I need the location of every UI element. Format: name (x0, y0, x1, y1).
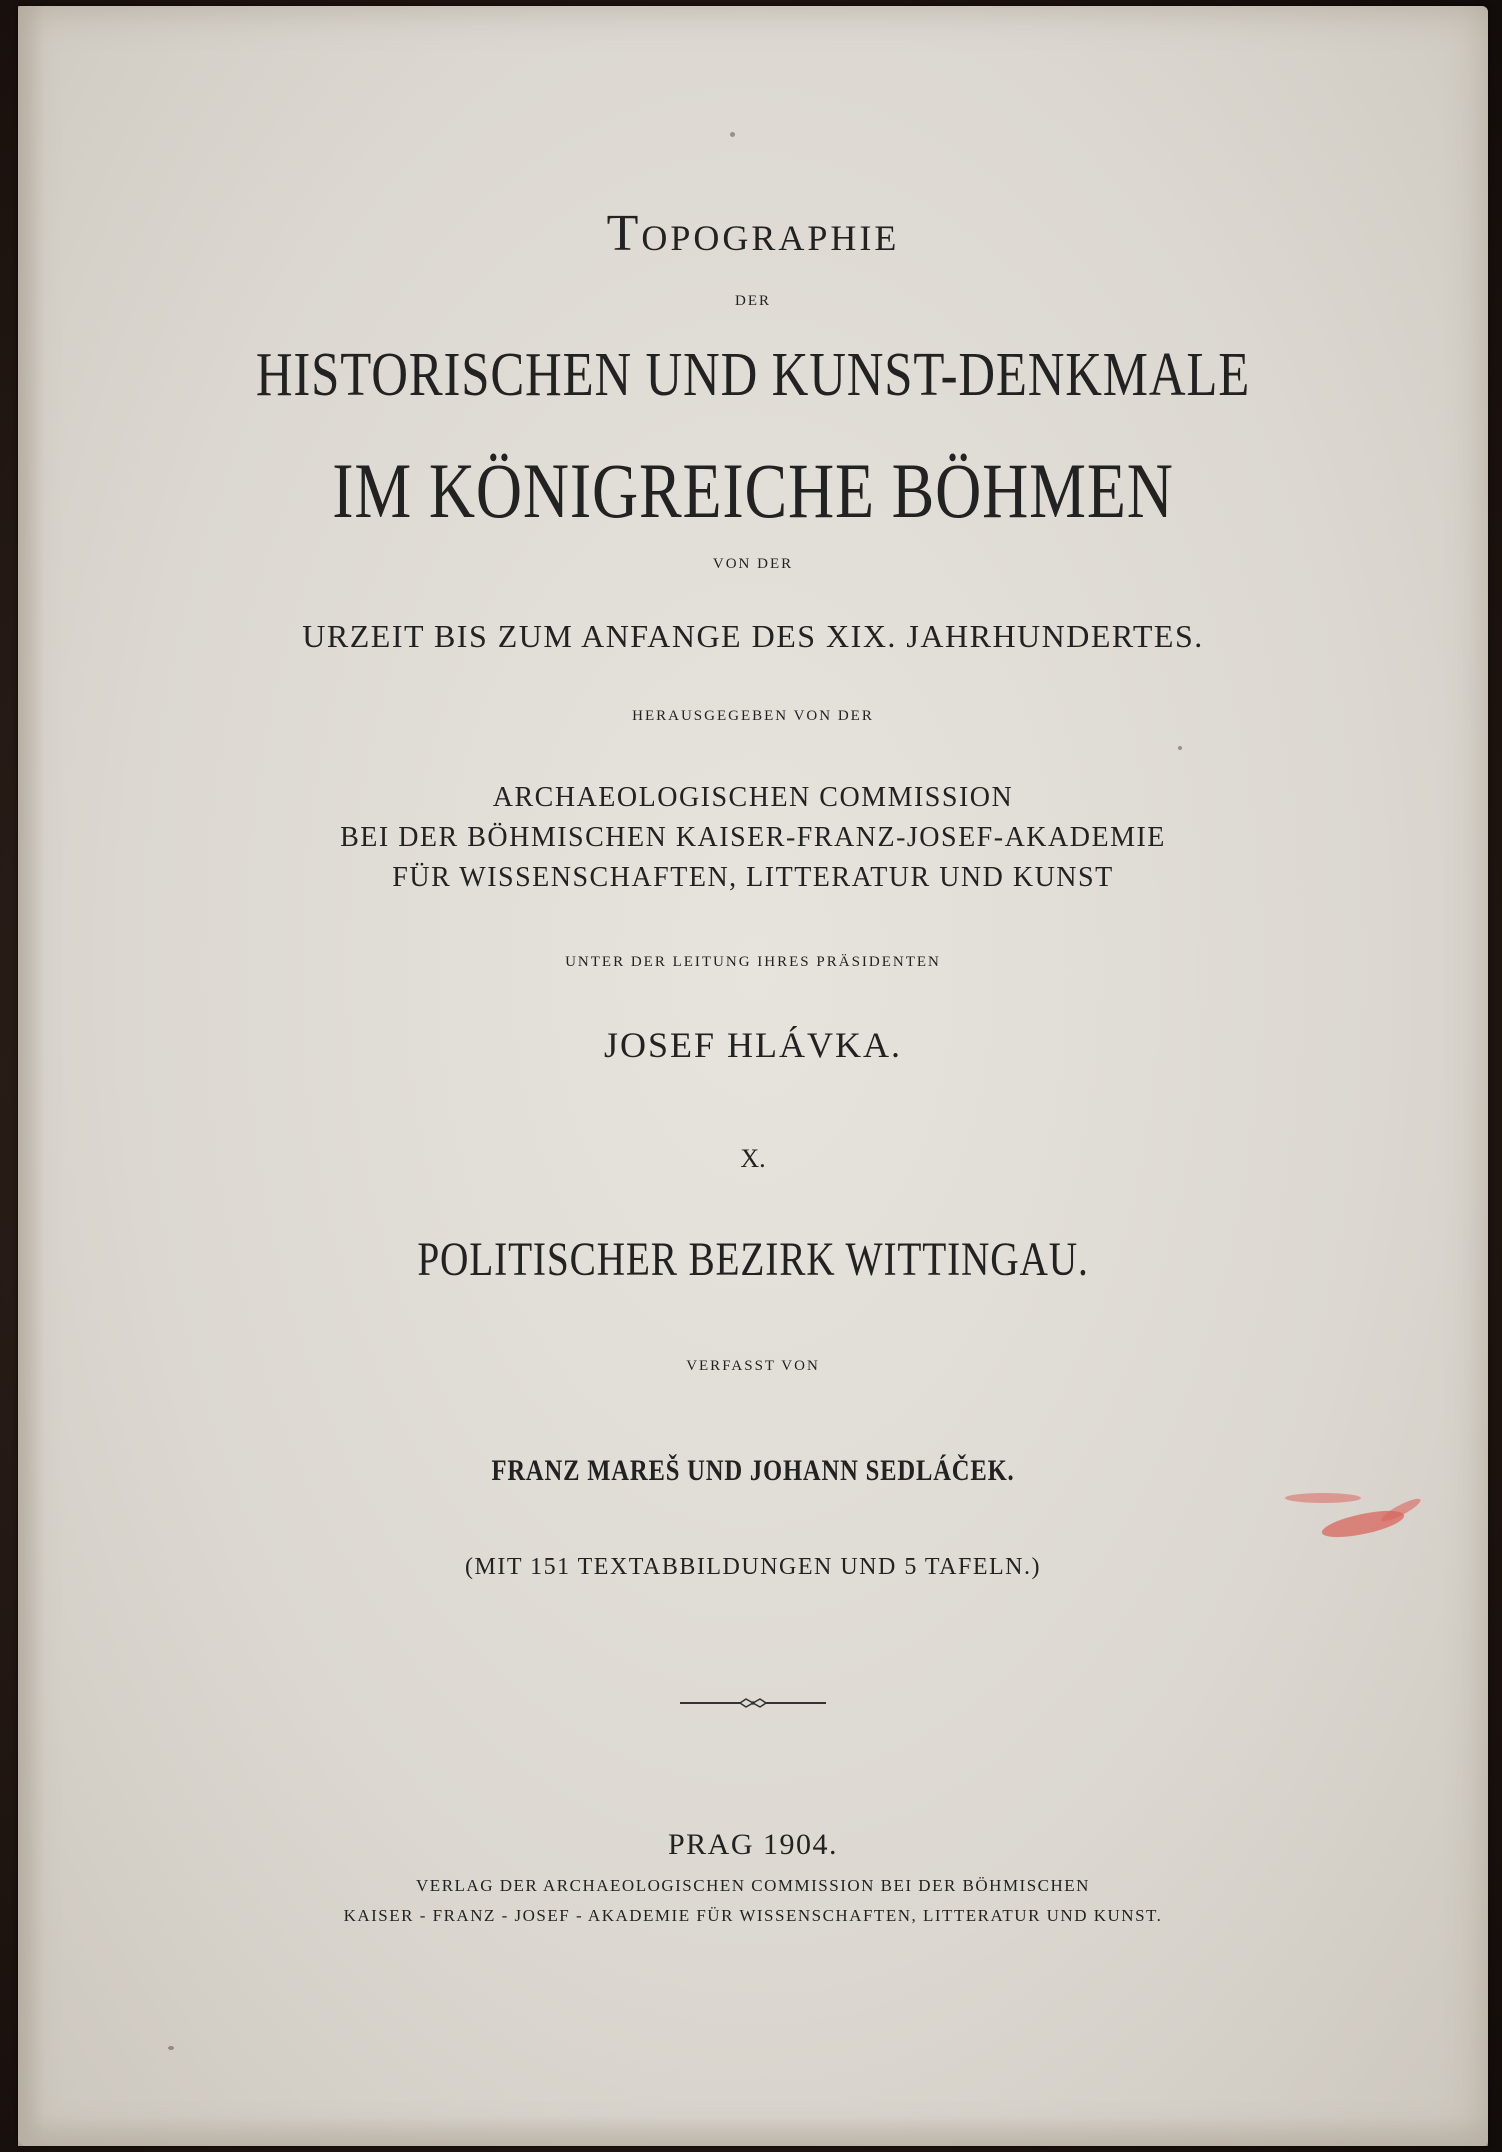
series-title: Topographie (606, 205, 900, 262)
editor-line: BEI DER BÖHMISCHEN KAISER-FRANZ-JOSEF-AKADEMIE (340, 822, 1166, 853)
publisher-line: KAISER - FRANZ - JOSEF - AKADEMIE FÜR WISSENSCHAFTEN, LITTERATUR UND KUNST. (343, 1906, 1163, 1925)
authors-intro: VERFASST VON (686, 1358, 820, 1374)
imprint-place-year: PRAG 1904. (667, 1828, 839, 1861)
president-name: JOSEF HLÁVKA. (603, 1025, 903, 1065)
title-page (18, 6, 1488, 2146)
volume-title: POLITISCHER BEZIRK WITTINGAU. (417, 1233, 1089, 1286)
editor-intro: HERAUSGEGEBEN VON DER (632, 708, 874, 724)
publisher-line: VERLAG DER ARCHAEOLOGISCHEN COMMISSION BEI DER BÖHMISCHEN (416, 1876, 1090, 1895)
editor-line: FÜR WISSENSCHAFTEN, LITTERATUR UND KUNST (392, 862, 1114, 893)
leadership-intro: UNTER DER LEITUNG IHRES PRÄSIDENTEN (565, 954, 941, 970)
period-line: URZEIT BIS ZUM ANFANGE DES XIX. JAHRHUNDERTES. (302, 618, 1204, 654)
ornament-divider-icon (678, 1696, 828, 1710)
paper-speck (730, 132, 735, 137)
der-connector: DER (735, 293, 771, 309)
page-edge-shadow-left (18, 6, 44, 2146)
illustrations-note: (MIT 151 TEXTABBILDUNGEN UND 5 TAFELN.) (465, 1554, 1041, 1580)
region-line: IM KÖNIGREICHE BÖHMEN (332, 447, 1174, 534)
editor-line: ARCHAEOLOGISCHEN COMMISSION (492, 782, 1014, 813)
authors: FRANZ MAREŠ UND JOHANN SEDLÁČEK. (491, 1454, 1015, 1487)
paper-speck (168, 2046, 174, 2050)
subject-line: HISTORISCHEN UND KUNST-DENKMALE (255, 341, 1251, 409)
red-stain-mark (1283, 1484, 1433, 1554)
volume-number: X. (740, 1144, 766, 1173)
page-edge-shadow-bottom (18, 2116, 1488, 2146)
paper-speck (1178, 746, 1182, 750)
von-der-connector: VON DER (712, 556, 794, 572)
